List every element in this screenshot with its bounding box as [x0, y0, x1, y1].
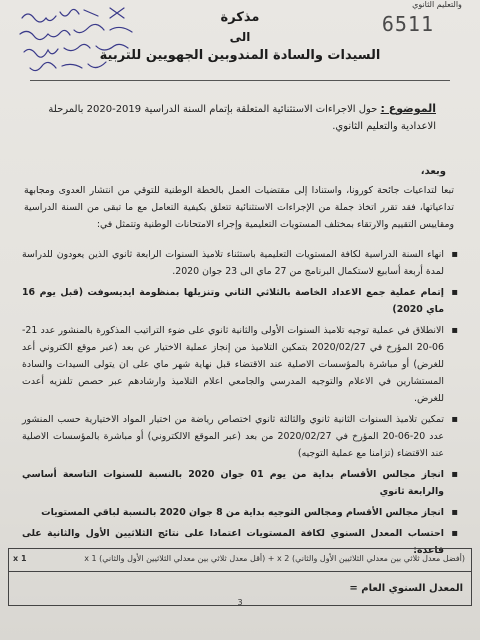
- addressee-prefix: الى: [229, 30, 251, 44]
- list-item: ▪ احتساب المعدل السنوي لكافة المستويات اعتمادا على نتائج الثلاثيين الأول والثانية على قاعدة:: [22, 525, 458, 559]
- registration-number: 6511: [381, 12, 434, 36]
- subject-text: حول الاجراءات الاستثنائية المتعلقة بإتمام السنة الدراسية 2019-2020 بالمرحلة الاعدادية والتعليم الثانوي.: [48, 104, 436, 132]
- formula-fragment: x 1: [13, 554, 27, 563]
- list-item: ▪ انجاز مجالس الأقسام ومجالس التوجيه بداية من 8 جوان 2020 بالنسبة لباقي المستويات: [22, 504, 458, 521]
- list-item: ▪ انهاء السنة الدراسية لكافة المستويات التعليمية باستثناء تلاميذ السنوات الرابعة ثانوي الذين يعودون للدراسة لمدة أربعة أسابيع لاستكمال البرنامج من 27 ماي الى 23 جوان 2020.: [22, 246, 458, 280]
- list-item: ▪ انجاز مجالس الأقسام بداية من يوم 01 جوان 2020 بالنسبة للسنوات التاسعة أساسي والرابعة ثانوي: [22, 466, 458, 500]
- document-type: مذكرة: [220, 10, 260, 25]
- header-divider: [30, 80, 450, 81]
- list-item: ▪ الانطلاق في عملية توجيه تلاميذ السنوات الأولى والثانية ثانوي على ضوء التراتيب المذكورة بالمنشور عدد 21-06-20 المؤرخ في 2020/02/27 بتمكين التلاميذ من إنجاز عملية الاختيار عن بعد (عبر موقع الكتروني أعد للغرض) أو مباشرة بالمؤسسات الاصلية عند الاقتضاء قبل نهاية شهر ماي على ان يتولى السيدات والسادة المستشارين في الاعلام والتوجيه المدرسي والجامعي اعلام التلاميذ وارشادهم عبر حصص تلفزيه أعدت للغرض.: [22, 322, 458, 407]
- ministry-header-text: والتعليم الثانوي: [412, 0, 462, 9]
- formula-label: المعدل السنوي العام =: [349, 583, 463, 594]
- measures-list: [22, 246, 458, 563]
- subject-block: [36, 100, 436, 135]
- list-item: ▪ تمكين تلاميذ السنوات الثانية ثانوي والثالثة ثانوي اختصاص رياضة من اختيار المواد الاختيارية حسب المنشور عدد 20-06-20 المؤرخ في 2020/02/27 من بعد (عبر الموقع الالكتروني) أو مباشرة بالمؤسسات الاصلية عند الاقتضاء (تزامنا مع عملية التوجيه): [22, 411, 458, 462]
- subject-label: الموضوع :: [380, 102, 436, 115]
- intro-paragraph: تبعا لتداعيات جائحة كورونا، واستنادا إلى مقتضيات العمل بالخطة الوطنية للتوقي من انتشار العدوى ومجابهة تداعياتها، فقد تقرر اتخاذ جملة من الإجراءات الاستثنائية تتعلق بكيفية التعامل مع ما تبقى من السنة الدراسية ومقاييس التقييم والارتقاء بمختلف المستويات التعليمية وإجراء الامتحانات الوطنية وتتمثل في:: [24, 185, 454, 230]
- list-item: ▪ إتمام عملية جمع الاعداد الخاصة بالثلاثي الثاني وتنزيلها بمنظومة ايديسوفت (قبل يوم 16 ماي 2020): [22, 284, 458, 318]
- recipients: السيدات والسادة المندوبين الجهويين للتربية: [99, 48, 381, 63]
- formula-expression: (أفضل معدل ثلاثي بين معدلي الثلاثيين الأول والثاني) x 2 + (أقل معدل ثلاثي بين معدلي الثلاثيين الأول والثاني) x 1: [84, 554, 465, 563]
- formula-row: [9, 549, 471, 572]
- page-number: 3: [237, 598, 243, 607]
- greeting: وبعد،: [420, 166, 446, 177]
